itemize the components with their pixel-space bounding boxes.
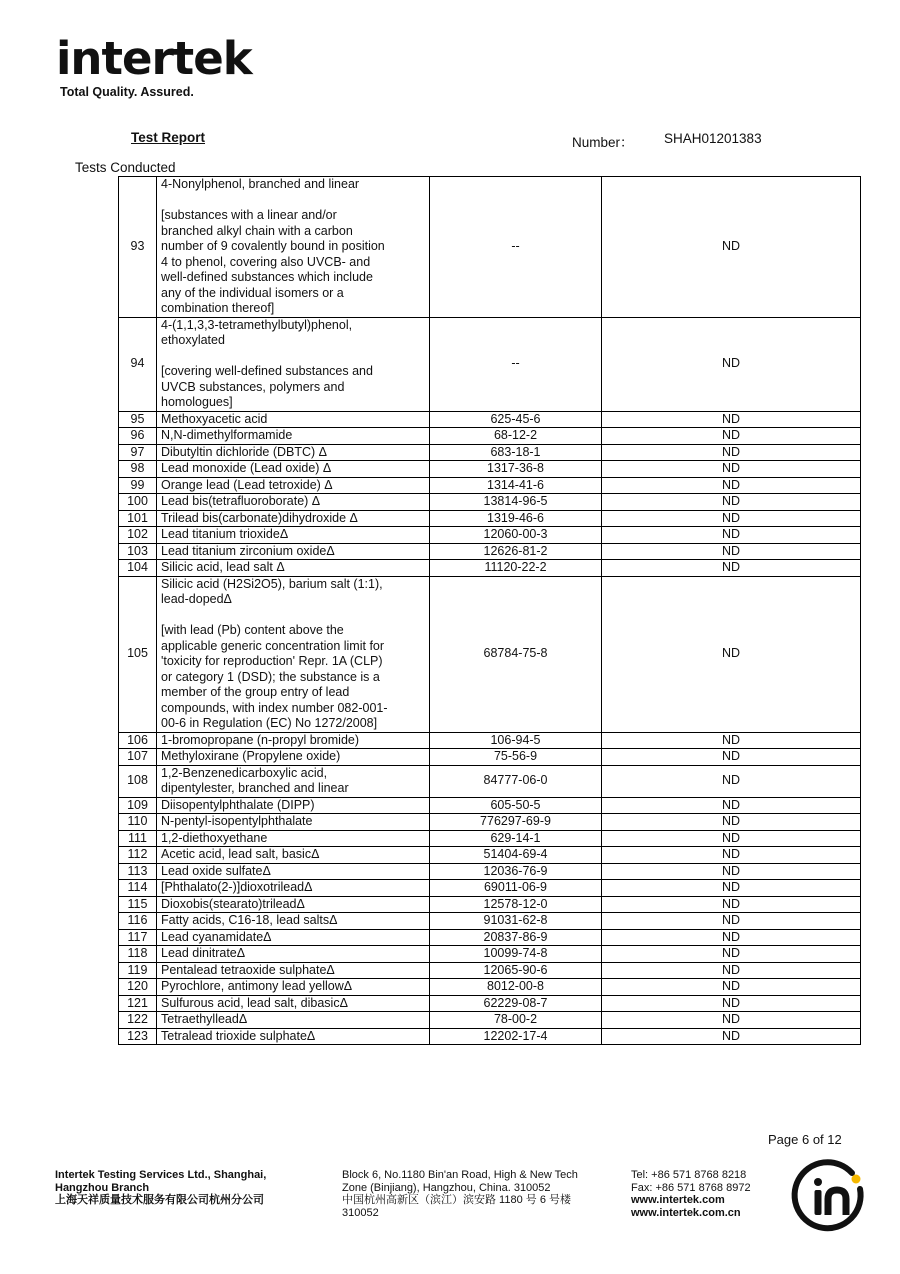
cas-number-cell: 1319-46-6 bbox=[430, 510, 602, 527]
cas-number-cell: 20837-86-9 bbox=[430, 929, 602, 946]
result-cell: ND bbox=[602, 797, 861, 814]
substance-line: Lead monoxide (Lead oxide) Δ bbox=[161, 461, 332, 475]
substance-cell bbox=[157, 979, 430, 996]
substance-cell bbox=[157, 814, 430, 831]
result-cell: ND bbox=[602, 880, 861, 897]
badge-i-dot-icon bbox=[814, 1178, 822, 1186]
substance-line: Dioxobis(stearato)trileadΔ bbox=[161, 896, 305, 911]
substance-cell bbox=[157, 929, 430, 946]
cas-number-cell: 78-00-2 bbox=[430, 1012, 602, 1029]
item-number-cell: 117 bbox=[119, 929, 157, 946]
substance-line: Sulfurous acid, lead salt, dibasicΔ bbox=[161, 995, 348, 1010]
table-row bbox=[119, 962, 861, 979]
substance-line: N,N-dimethylformamide bbox=[161, 428, 293, 442]
result-cell: ND bbox=[602, 863, 861, 880]
item-number-cell: 103 bbox=[119, 543, 157, 560]
table-row bbox=[119, 896, 861, 913]
cas-number-cell: 776297-69-9 bbox=[430, 814, 602, 831]
badge-i-stem-icon bbox=[815, 1190, 822, 1215]
substance-line: Fatty acids, C16-18, lead saltsΔ bbox=[161, 913, 338, 927]
table-row bbox=[119, 765, 861, 797]
result-cell: ND bbox=[602, 444, 861, 461]
page-number: Page 6 of 12 bbox=[768, 1132, 842, 1147]
substance-cell bbox=[157, 444, 430, 461]
table-row bbox=[119, 797, 861, 814]
result-cell: ND bbox=[602, 317, 861, 411]
result-cell: ND bbox=[602, 428, 861, 445]
footer-company bbox=[55, 1169, 266, 1207]
substance-line: ethoxylated bbox=[161, 333, 225, 347]
table-row bbox=[119, 929, 861, 946]
substance-line: 1,2-diethoxyethane bbox=[161, 830, 268, 845]
item-number-cell: 118 bbox=[119, 946, 157, 963]
substance-cell bbox=[157, 411, 430, 428]
item-number-cell: 102 bbox=[119, 527, 157, 544]
substance-cell bbox=[157, 765, 430, 797]
substance-cell bbox=[157, 1028, 430, 1045]
table-row bbox=[119, 830, 861, 847]
footer-address bbox=[342, 1169, 578, 1219]
table-row bbox=[119, 510, 861, 527]
item-number-cell: 101 bbox=[119, 510, 157, 527]
item-number-cell: 107 bbox=[119, 749, 157, 766]
result-cell: ND bbox=[602, 1028, 861, 1045]
substance-line: Acetic acid, lead salt, basicΔ bbox=[161, 847, 320, 861]
cas-number-cell: 11120-22-2 bbox=[430, 560, 602, 577]
item-number-cell: 111 bbox=[119, 830, 157, 847]
substance-line: Dibutyltin dichloride (DBTC) Δ bbox=[161, 444, 328, 459]
substance-line: Trilead bis(carbonate)dihydroxide Δ bbox=[161, 510, 358, 525]
cas-number-cell: 68784-75-8 bbox=[430, 576, 602, 732]
substance-line: Pyrochlore, antimony lead yellowΔ bbox=[161, 979, 353, 993]
substance-line: homologues] bbox=[161, 395, 233, 409]
substance-line: any of the individual isomers or a bbox=[161, 285, 344, 300]
substance-cell bbox=[157, 576, 430, 732]
cas-number-cell: 75-56-9 bbox=[430, 749, 602, 766]
substance-line: [substances with a linear and/or bbox=[161, 208, 337, 222]
substance-line: 4 to phenol, covering also UVCB- and bbox=[161, 254, 371, 269]
cas-number-cell: 625-45-6 bbox=[430, 411, 602, 428]
substance-line: Lead titanium zirconium oxideΔ bbox=[161, 543, 335, 558]
substance-line: Methyloxirane (Propylene oxide) bbox=[161, 749, 341, 763]
substance-line: member of the group entry of lead bbox=[161, 685, 350, 699]
substance-line: Silicic acid (H2Si2O5), barium salt (1:1), bbox=[161, 576, 383, 591]
substance-cell bbox=[157, 797, 430, 814]
substance-cell bbox=[157, 896, 430, 913]
result-cell: ND bbox=[602, 1012, 861, 1029]
substance-line: Lead cyanamidateΔ bbox=[161, 929, 272, 944]
footer-contact bbox=[631, 1169, 751, 1219]
substance-line: Lead titanium trioxideΔ bbox=[161, 527, 289, 541]
result-cell: ND bbox=[602, 929, 861, 946]
cas-number-cell: 12626-81-2 bbox=[430, 543, 602, 560]
substance-line: dipentylester, branched and linear bbox=[161, 781, 349, 795]
cas-number-cell: 12578-12-0 bbox=[430, 896, 602, 913]
substance-cell bbox=[157, 880, 430, 897]
intertek-logo: intertek bbox=[56, 32, 252, 85]
substance-line bbox=[161, 608, 425, 624]
cas-number-cell: 629-14-1 bbox=[430, 830, 602, 847]
substance-cell bbox=[157, 995, 430, 1012]
substance-line: Tetralead trioxide sulphateΔ bbox=[161, 1028, 316, 1043]
result-cell: ND bbox=[602, 543, 861, 560]
substance-line: [with lead (Pb) content above the bbox=[161, 623, 344, 637]
substance-line: applicable generic concentration limit for bbox=[161, 638, 385, 653]
result-cell: ND bbox=[602, 913, 861, 930]
item-number-cell: 122 bbox=[119, 1012, 157, 1029]
result-cell: ND bbox=[602, 830, 861, 847]
footer-address-line: 中国杭州高新区（滨江）滨安路 1180 号 6 号楼 bbox=[342, 1194, 571, 1206]
result-cell: ND bbox=[602, 814, 861, 831]
table-row bbox=[119, 317, 861, 411]
result-cell: ND bbox=[602, 995, 861, 1012]
cas-number-cell: 12060-00-3 bbox=[430, 527, 602, 544]
cas-number-cell: 91031-62-8 bbox=[430, 913, 602, 930]
table-row bbox=[119, 477, 861, 494]
substance-line: Diisopentylphthalate (DIPP) bbox=[161, 797, 315, 812]
report-number-label: Number： bbox=[572, 135, 634, 150]
substance-line: Pentalead tetraoxide sulphateΔ bbox=[161, 962, 335, 977]
table-row bbox=[119, 560, 861, 577]
substance-line: 4-(1,1,3,3-tetramethylbutyl)phenol, bbox=[161, 317, 353, 332]
substance-cell bbox=[157, 913, 430, 930]
substance-line: 00-6 in Regulation (EC) No 1272/2008] bbox=[161, 716, 378, 730]
item-number-cell: 105 bbox=[119, 576, 157, 732]
substance-cell bbox=[157, 177, 430, 318]
substance-line: Orange lead (Lead tetroxide) Δ bbox=[161, 477, 333, 492]
footer-website-cn[interactable]: www.intertek.com.cn bbox=[631, 1206, 741, 1219]
substance-line: Lead bis(tetrafluoroborate) Δ bbox=[161, 494, 321, 508]
table-row bbox=[119, 428, 861, 445]
result-cell: ND bbox=[602, 732, 861, 749]
substance-cell bbox=[157, 847, 430, 864]
substance-cell bbox=[157, 527, 430, 544]
section-label: Tests Conducted bbox=[75, 160, 176, 175]
logo-tagline: Total Quality. Assured. bbox=[60, 85, 194, 99]
table-row bbox=[119, 543, 861, 560]
result-cell: ND bbox=[602, 576, 861, 732]
substance-line: lead-dopedΔ bbox=[161, 592, 232, 606]
result-cell: ND bbox=[602, 896, 861, 913]
item-number-cell: 95 bbox=[119, 411, 157, 428]
cas-number-cell: 10099-74-8 bbox=[430, 946, 602, 963]
item-number-cell: 116 bbox=[119, 913, 157, 930]
table-row bbox=[119, 576, 861, 732]
footer-company-line: 上海天祥质量技术服务有限公司杭州分公司 bbox=[55, 1194, 264, 1206]
substance-line: 'toxicity for reproduction' Repr. 1A (CLP) bbox=[161, 654, 383, 668]
footer-address-line: Zone (Binjiang), Hangzhou, China. 310052 bbox=[342, 1181, 551, 1194]
substance-line: Silicic acid, lead salt Δ bbox=[161, 560, 285, 574]
report-number-value: SHAH01201383 bbox=[664, 131, 762, 146]
item-number-cell: 100 bbox=[119, 494, 157, 511]
table-row bbox=[119, 494, 861, 511]
table-row bbox=[119, 880, 861, 897]
result-cell: ND bbox=[602, 765, 861, 797]
item-number-cell: 120 bbox=[119, 979, 157, 996]
table-row bbox=[119, 749, 861, 766]
table-row bbox=[119, 1012, 861, 1029]
substance-line: or category 1 (DSD); the substance is a bbox=[161, 669, 380, 684]
item-number-cell: 98 bbox=[119, 461, 157, 478]
substance-line bbox=[161, 349, 425, 365]
table-row bbox=[119, 527, 861, 544]
item-number-cell: 93 bbox=[119, 177, 157, 318]
intertek-in-badge-icon bbox=[790, 1157, 868, 1235]
substance-cell bbox=[157, 1012, 430, 1029]
cas-number-cell: 51404-69-4 bbox=[430, 847, 602, 864]
substance-cell bbox=[157, 830, 430, 847]
cas-number-cell: 12036-76-9 bbox=[430, 863, 602, 880]
substance-cell bbox=[157, 543, 430, 560]
substance-line: Lead oxide sulfateΔ bbox=[161, 863, 271, 878]
item-number-cell: 119 bbox=[119, 962, 157, 979]
item-number-cell: 113 bbox=[119, 863, 157, 880]
substance-line: combination thereof] bbox=[161, 301, 275, 315]
table-row bbox=[119, 946, 861, 963]
table-row bbox=[119, 732, 861, 749]
item-number-cell: 121 bbox=[119, 995, 157, 1012]
substance-cell bbox=[157, 946, 430, 963]
table-row bbox=[119, 814, 861, 831]
substance-line: [covering well-defined substances and bbox=[161, 364, 373, 378]
cas-number-cell: 106-94-5 bbox=[430, 732, 602, 749]
footer-address-line: Block 6, No.1180 Bin'an Road, High & New Tech bbox=[342, 1169, 578, 1181]
table-row bbox=[119, 444, 861, 461]
table-row bbox=[119, 411, 861, 428]
cas-number-cell: 69011-06-9 bbox=[430, 880, 602, 897]
substance-cell bbox=[157, 863, 430, 880]
substance-line bbox=[161, 193, 425, 209]
substance-cell bbox=[157, 494, 430, 511]
table-row bbox=[119, 1028, 861, 1045]
badge-accent-dot-icon bbox=[852, 1175, 861, 1184]
substance-line: TetraethylleadΔ bbox=[161, 1012, 248, 1026]
substance-line: 1-bromopropane (n-propyl bromide) bbox=[161, 732, 360, 747]
substance-line: [Phthalato(2-)]dioxotrileadΔ bbox=[161, 880, 313, 894]
substance-cell bbox=[157, 962, 430, 979]
result-cell: ND bbox=[602, 560, 861, 577]
result-cell: ND bbox=[602, 847, 861, 864]
substance-line: Methoxyacetic acid bbox=[161, 411, 268, 426]
table-row bbox=[119, 979, 861, 996]
table-row bbox=[119, 177, 861, 318]
result-cell: ND bbox=[602, 946, 861, 963]
result-cell: ND bbox=[602, 177, 861, 318]
substance-cell bbox=[157, 510, 430, 527]
substance-line: N-pentyl-isopentylphthalate bbox=[161, 814, 313, 828]
substance-cell bbox=[157, 560, 430, 577]
item-number-cell: 114 bbox=[119, 880, 157, 897]
substance-line: Lead dinitrateΔ bbox=[161, 946, 246, 960]
cas-number-cell: 12202-17-4 bbox=[430, 1028, 602, 1045]
footer-fax: Fax: +86 571 8768 8972 bbox=[631, 1181, 751, 1194]
substance-cell bbox=[157, 317, 430, 411]
substance-line: UVCB substances, polymers and bbox=[161, 379, 345, 394]
footer-tel: Tel: +86 571 8768 8218 bbox=[631, 1169, 747, 1181]
substance-cell bbox=[157, 749, 430, 766]
item-number-cell: 110 bbox=[119, 814, 157, 831]
report-title: Test Report bbox=[131, 130, 206, 145]
cas-number-cell: 68-12-2 bbox=[430, 428, 602, 445]
substance-line: 4-Nonylphenol, branched and linear bbox=[161, 177, 360, 191]
result-cell: ND bbox=[602, 411, 861, 428]
cas-number-cell: 12065-90-6 bbox=[430, 962, 602, 979]
table-row bbox=[119, 913, 861, 930]
item-number-cell: 94 bbox=[119, 317, 157, 411]
item-number-cell: 112 bbox=[119, 847, 157, 864]
result-cell: ND bbox=[602, 979, 861, 996]
cas-number-cell: 605-50-5 bbox=[430, 797, 602, 814]
cas-number-cell: 84777-06-0 bbox=[430, 765, 602, 797]
cas-number-cell: 13814-96-5 bbox=[430, 494, 602, 511]
result-cell: ND bbox=[602, 494, 861, 511]
cas-number-cell: 62229-08-7 bbox=[430, 995, 602, 1012]
result-cell: ND bbox=[602, 962, 861, 979]
item-number-cell: 115 bbox=[119, 896, 157, 913]
result-cell: ND bbox=[602, 527, 861, 544]
item-number-cell: 106 bbox=[119, 732, 157, 749]
footer-address-line: 310052 bbox=[342, 1206, 379, 1219]
substance-line: number of 9 covalently bound in position bbox=[161, 239, 385, 253]
footer-company-line: Intertek Testing Services Ltd., Shanghai, bbox=[55, 1169, 267, 1181]
cas-number-cell: -- bbox=[430, 317, 602, 411]
substance-cell bbox=[157, 732, 430, 749]
item-number-cell: 109 bbox=[119, 797, 157, 814]
cas-number-cell: 1314-41-6 bbox=[430, 477, 602, 494]
item-number-cell: 96 bbox=[119, 428, 157, 445]
substance-cell bbox=[157, 477, 430, 494]
substance-line: compounds, with index number 082-001- bbox=[161, 700, 388, 715]
substance-cell bbox=[157, 428, 430, 445]
substance-line: well-defined substances which include bbox=[161, 270, 373, 284]
table-row bbox=[119, 995, 861, 1012]
table-row bbox=[119, 461, 861, 478]
cas-number-cell: -- bbox=[430, 177, 602, 318]
footer-company-line: Hangzhou Branch bbox=[55, 1181, 150, 1194]
result-cell: ND bbox=[602, 510, 861, 527]
substance-line: 1,2-Benzenedicarboxylic acid, bbox=[161, 765, 328, 780]
table-row bbox=[119, 847, 861, 864]
table-row bbox=[119, 863, 861, 880]
result-cell: ND bbox=[602, 477, 861, 494]
result-cell: ND bbox=[602, 461, 861, 478]
item-number-cell: 108 bbox=[119, 765, 157, 797]
cas-number-cell: 1317-36-8 bbox=[430, 461, 602, 478]
item-number-cell: 104 bbox=[119, 560, 157, 577]
footer-website[interactable]: www.intertek.com bbox=[631, 1194, 725, 1206]
item-number-cell: 123 bbox=[119, 1028, 157, 1045]
item-number-cell: 99 bbox=[119, 477, 157, 494]
item-number-cell: 97 bbox=[119, 444, 157, 461]
cas-number-cell: 8012-00-8 bbox=[430, 979, 602, 996]
cas-number-cell: 683-18-1 bbox=[430, 444, 602, 461]
substance-line: branched alkyl chain with a carbon bbox=[161, 223, 353, 238]
result-cell: ND bbox=[602, 749, 861, 766]
substance-cell bbox=[157, 461, 430, 478]
badge-n-icon bbox=[828, 1190, 846, 1215]
results-table bbox=[118, 176, 861, 1045]
